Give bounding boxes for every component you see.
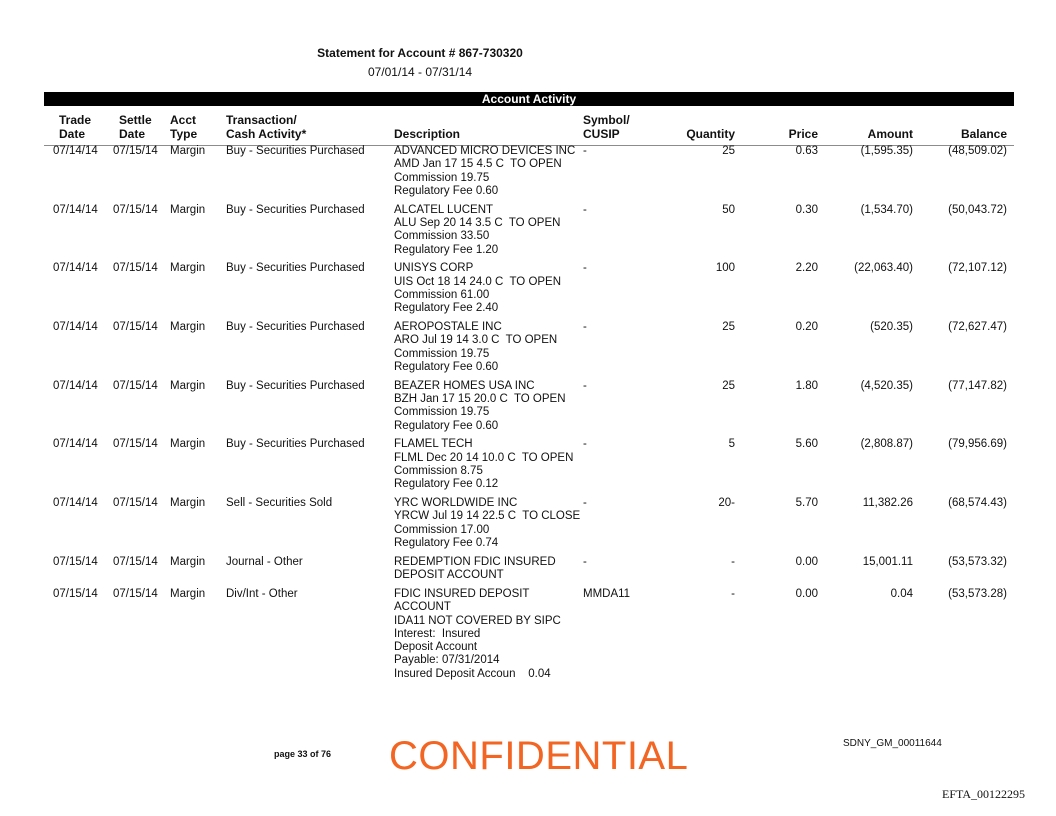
page-number: page 33 of 76 [274, 749, 332, 759]
amount-cell: (2,808.87) [860, 438, 913, 451]
acct-type-cell: Margin [170, 497, 206, 510]
description-line: Regulatory Fee 0.60 [394, 419, 499, 432]
description-line: REDEMPTION FDIC INSURED [394, 555, 556, 568]
balance-cell: (48,509.02) [948, 145, 1007, 157]
transaction-cell: Buy - Securities Purchased [226, 379, 365, 392]
description-line: Regulatory Fee 0.60 [394, 360, 499, 373]
balance-cell: (72,107.12) [948, 262, 1007, 275]
activity-table-body [44, 145, 1014, 687]
table-row [44, 204, 1014, 263]
balance-cell: (77,147.82) [948, 379, 1007, 392]
description-line: UNISYS CORP [394, 262, 474, 275]
price-cell: 0.63 [795, 145, 818, 157]
description-line: Insured Deposit Accoun 0.04 [394, 667, 551, 680]
transaction-cell: Div/Int - Other [226, 587, 298, 600]
col-trade-date: Trade Date [59, 113, 92, 141]
trade-date-cell: 07/14/14 [53, 145, 98, 157]
balance-cell: (53,573.32) [948, 555, 1007, 568]
quantity-cell: 25 [722, 145, 735, 157]
quantity-cell: 25 [722, 321, 735, 334]
description-line: DEPOSIT ACCOUNT [394, 569, 504, 582]
settle-date-cell: 07/15/14 [113, 497, 158, 510]
settle-date-cell: 07/15/14 [113, 321, 158, 334]
description-line: ARO Jul 19 14 3.0 C TO OPEN [394, 334, 558, 347]
table-row [44, 438, 1014, 497]
col-settle-date: Settle Date [119, 113, 152, 141]
symbol-cell: - [583, 321, 587, 334]
transaction-cell: Sell - Securities Sold [226, 497, 333, 510]
symbol-cell: - [583, 438, 587, 451]
col-amount: Amount [867, 127, 913, 141]
symbol-cell: - [583, 555, 587, 568]
price-cell: 0.20 [795, 321, 818, 334]
transaction-cell: Buy - Securities Purchased [226, 438, 365, 451]
transaction-cell: Buy - Securities Purchased [226, 321, 365, 334]
symbol-cell: - [583, 203, 587, 216]
trade-date-cell: 07/15/14 [53, 587, 98, 600]
table-row [44, 145, 1014, 204]
col-acct-type: Acct Type [170, 113, 198, 141]
description-line: Interest: Insured [394, 627, 481, 640]
acct-type-cell: Margin [170, 262, 206, 275]
settle-date-cell: 07/15/14 [113, 262, 158, 275]
description-line: UIS Oct 18 14 24.0 C TO OPEN [394, 275, 562, 288]
description-cell [394, 204, 584, 257]
description-cell [394, 145, 584, 198]
col-quantity: Quantity [686, 127, 735, 141]
trade-date-cell: 07/14/14 [53, 438, 98, 451]
amount-cell: (22,063.40) [854, 262, 913, 275]
description-line: ACCOUNT [394, 601, 451, 614]
quantity-cell: 25 [722, 379, 735, 392]
amount-cell: (520.35) [870, 321, 913, 334]
acct-type-cell: Margin [170, 145, 206, 157]
acct-type-cell: Margin [170, 587, 206, 600]
settle-date-cell: 07/15/14 [113, 203, 158, 216]
table-row [44, 380, 1014, 439]
price-cell: 0.30 [795, 203, 818, 216]
quantity-cell: - [731, 555, 735, 568]
statement-period: 07/01/14 - 07/31/14 [367, 65, 473, 79]
description-line: Commission 19.75 [394, 171, 490, 184]
description-cell [394, 556, 584, 583]
description-line: AEROPOSTALE INC [394, 321, 502, 334]
description-line: Regulatory Fee 0.12 [394, 478, 499, 491]
description-line: Commission 8.75 [394, 465, 483, 478]
description-cell [394, 588, 584, 681]
quantity-cell: 100 [715, 262, 735, 275]
trade-date-cell: 07/14/14 [53, 497, 98, 510]
trade-date-cell: 07/14/14 [53, 379, 98, 392]
balance-cell: (50,043.72) [948, 203, 1007, 216]
settle-date-cell: 07/15/14 [113, 145, 158, 157]
trade-date-cell: 07/14/14 [53, 262, 98, 275]
price-cell: 5.60 [795, 438, 818, 451]
description-cell [394, 262, 584, 315]
trade-date-cell: 07/14/14 [53, 203, 98, 216]
acct-type-cell: Margin [170, 438, 206, 451]
transaction-cell: Buy - Securities Purchased [226, 203, 365, 216]
table-row [44, 321, 1014, 380]
description-line: AMD Jan 17 15 4.5 C TO OPEN [394, 158, 562, 171]
amount-cell: 11,382.26 [862, 497, 913, 510]
col-transaction: Transaction/ Cash Activity* [226, 113, 307, 141]
description-line: Commission 19.75 [394, 406, 490, 419]
acct-type-cell: Margin [170, 555, 206, 568]
description-line: Payable: 07/31/2014 [394, 654, 500, 667]
description-cell [394, 438, 584, 491]
acct-type-cell: Margin [170, 379, 206, 392]
section-header-account-activity: Account Activity [44, 92, 1014, 106]
bates-number: SDNY_GM_00011644 [843, 738, 942, 749]
description-cell [394, 497, 584, 550]
price-cell: 0.00 [795, 587, 818, 600]
description-line: FLML Dec 20 14 10.0 C TO OPEN [394, 451, 574, 464]
settle-date-cell: 07/15/14 [113, 587, 158, 600]
symbol-cell: - [583, 262, 587, 275]
settle-date-cell: 07/15/14 [113, 438, 158, 451]
col-description: Description [394, 127, 461, 141]
description-line: Regulatory Fee 0.74 [394, 537, 499, 550]
description-line: Commission 17.00 [394, 523, 490, 536]
trade-date-cell: 07/14/14 [53, 321, 98, 334]
description-line: ALCATEL LUCENT [394, 203, 494, 216]
amount-cell: (1,534.70) [860, 203, 913, 216]
description-line: Regulatory Fee 2.40 [394, 302, 499, 315]
price-cell: 0.00 [795, 555, 818, 568]
col-symbol: Symbol/ CUSIP [583, 113, 630, 141]
description-line: ADVANCED MICRO DEVICES INC [394, 145, 576, 157]
description-line: BEAZER HOMES USA INC [394, 379, 535, 392]
settle-date-cell: 07/15/14 [113, 379, 158, 392]
description-line: ALU Sep 20 14 3.5 C TO OPEN [394, 216, 561, 229]
symbol-cell: - [583, 145, 587, 157]
price-cell: 5.70 [795, 497, 818, 510]
table-header [44, 113, 1014, 146]
description-line: IDA11 NOT COVERED BY SIPC [394, 614, 561, 627]
quantity-cell: 5 [728, 438, 735, 451]
price-cell: 1.80 [795, 379, 818, 392]
quantity-cell: - [731, 587, 735, 600]
symbol-cell: - [583, 497, 587, 510]
table-row [44, 262, 1014, 321]
table-row [44, 497, 1014, 556]
table-row [44, 588, 1014, 687]
transaction-cell: Buy - Securities Purchased [226, 262, 365, 275]
symbol-cell: - [583, 379, 587, 392]
description-cell [394, 380, 584, 433]
trade-date-cell: 07/15/14 [53, 555, 98, 568]
description-cell [394, 321, 584, 374]
statement-title: Statement for Account # 867-730320 [317, 46, 523, 60]
balance-cell: (53,573.28) [948, 587, 1007, 600]
balance-cell: (72,627.47) [948, 321, 1007, 334]
transaction-cell: Journal - Other [226, 555, 303, 568]
description-line: YRCW Jul 19 14 22.5 C TO CLOSE [394, 510, 581, 523]
symbol-cell: MMDA11 [583, 587, 631, 600]
description-line: BZH Jan 17 15 20.0 C TO OPEN [394, 393, 566, 406]
acct-type-cell: Margin [170, 321, 206, 334]
description-line: Commission 19.75 [394, 347, 490, 360]
amount-cell: (4,520.35) [860, 379, 913, 392]
description-line: YRC WORLDWIDE INC [394, 497, 518, 510]
confidential-stamp: CONFIDENTIAL [389, 734, 689, 778]
acct-type-cell: Margin [170, 203, 206, 216]
balance-cell: (79,956.69) [948, 438, 1007, 451]
amount-cell: 0.04 [890, 587, 913, 600]
price-cell: 2.20 [795, 262, 818, 275]
table-row [44, 556, 1014, 588]
balance-cell: (68,574.43) [948, 497, 1007, 510]
settle-date-cell: 07/15/14 [113, 555, 158, 568]
amount-cell: 15,001.11 [862, 555, 913, 568]
quantity-cell: 20- [718, 497, 735, 510]
efta-number: EFTA_00122295 [942, 787, 1026, 801]
description-line: FLAMEL TECH [394, 438, 473, 451]
description-line: Regulatory Fee 0.60 [394, 184, 499, 197]
amount-cell: (1,595.35) [860, 145, 913, 157]
description-line: Deposit Account [394, 641, 478, 654]
description-line: Regulatory Fee 1.20 [394, 243, 499, 256]
description-line: Commission 61.00 [394, 288, 490, 301]
col-balance: Balance [960, 127, 1007, 141]
description-line: Commission 33.50 [394, 230, 490, 243]
transaction-cell: Buy - Securities Purchased [226, 145, 365, 157]
description-line: FDIC INSURED DEPOSIT [394, 587, 530, 600]
quantity-cell: 50 [722, 203, 735, 216]
col-price: Price [788, 127, 818, 141]
